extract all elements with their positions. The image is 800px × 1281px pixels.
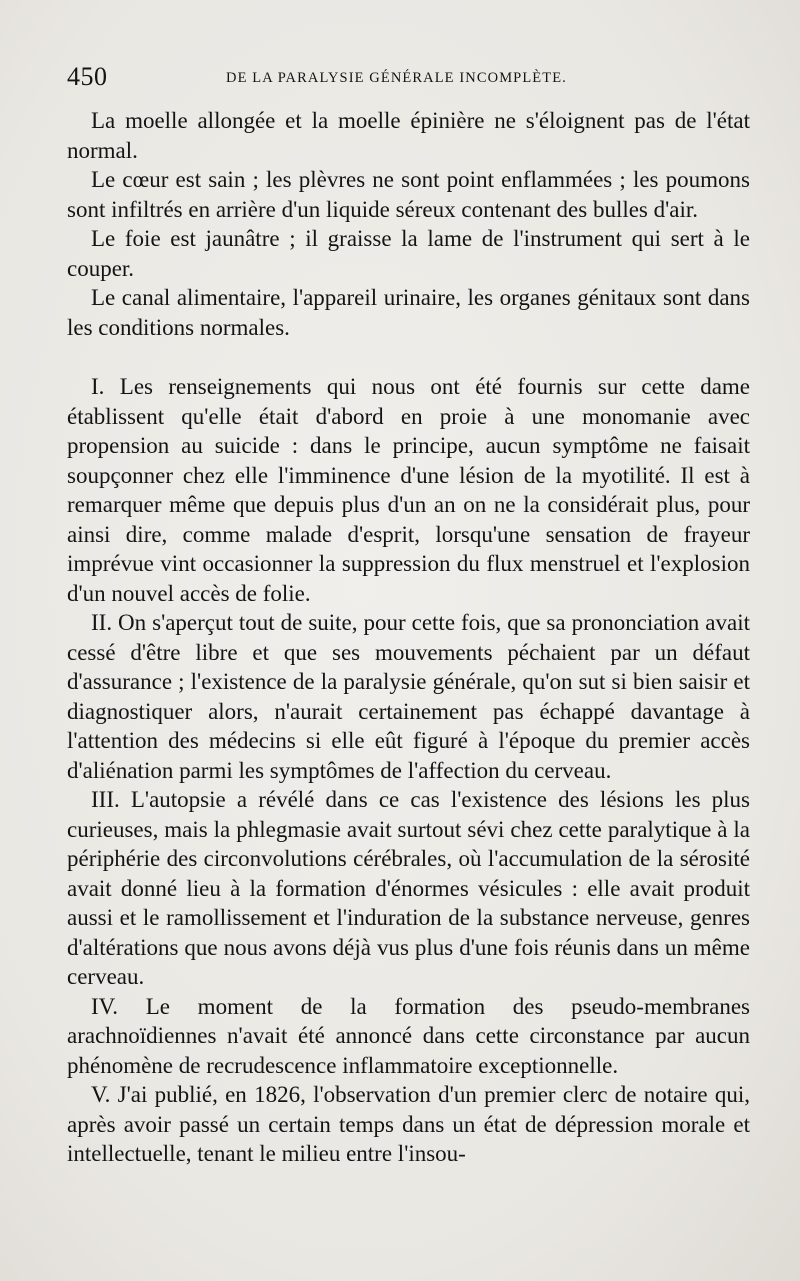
paragraph-canal: Le canal alimentaire, l'appareil urinaire, les organes génitaux sont dans les conditions normales.	[67, 285, 750, 340]
paragraph-foie: Le foie est jaunâtre ; il graisse la lame de l'instrument qui sert à le couper.	[67, 226, 750, 281]
paragraph-remark-1: I. Les renseignements qui nous ont été fournis sur cette dame établissent qu'elle était d'abord en proie à une monomanie avec propension au suicide : dans le principe, aucun symptôme ne faisait soupçonner chez elle l'imminence d'une lésion de la myotilité. Il est à remarquer même que depuis plus d'un an on ne la considérait plus, pour ainsi dire, comme malade d'esprit, lorsqu'une sensation de frayeur imprévue vint occasionner la suppression du flux menstruel et l'explosion d'un nouvel accès de folie.	[67, 374, 750, 606]
paragraph-moelle: La moelle allongée et la moelle épinière ne s'éloignent pas de l'état normal.	[67, 108, 750, 163]
paragraph-remark-3: III. L'autopsie a révélé dans ce cas l'existence des lésions les plus curieuses, mais la phlegmasie avait surtout sévi chez cette paralytique à la périphérie des circonvolutions cérébrales, où l'accumulation de la sérosité avait donné lieu à la formation d'énormes vésicules : elle avait produit aussi et le ramollissement et l'induration de la substance nerveuse, genres d'altérations que nous avons déjà vus plus d'une fois réunis dans un même cerveau.	[67, 787, 750, 989]
paragraph-remark-5: V. J'ai publié, en 1826, l'observation d'un premier clerc de notaire qui, après avoir passé un certain temps dans un état de dépression morale et intellectuelle, tenant le milieu entre l'insou-	[67, 1082, 750, 1166]
page-header	[67, 62, 757, 92]
body-text	[67, 106, 750, 1169]
section-gap	[67, 342, 750, 372]
paragraph-remark-4: IV. Le moment de la formation des pseudo-membranes arachnoïdiennes n'avait été annoncé dans cette circonstance par aucun phénomène de recrudescence inflammatoire exceptionnelle.	[67, 993, 750, 1078]
paragraph-remark-2: II. On s'aperçut tout de suite, pour cette fois, que sa prononciation avait cessé d'être libre et que ses mouvements péchaient par un défaut d'assurance ; l'existence de la paralysie générale, qu'on sut si bien saisir et diagnostiquer alors, n'aurait certainement pas échappé davantage à l'attention des médecins si elle eût figuré à l'époque du premier accès d'aliénation parmi les symptômes de l'affection du cerveau.	[67, 610, 750, 783]
page-number: 450	[67, 62, 108, 91]
running-title: DE LA PARALYSIE GÉNÉRALE INCOMPLÈTE.	[226, 70, 567, 86]
paragraph-coeur: Le cœur est sain ; les plèvres ne sont point enflammées ; les poumons sont infiltrés en arrière d'un liquide séreux contenant des bulles d'air.	[67, 167, 750, 222]
